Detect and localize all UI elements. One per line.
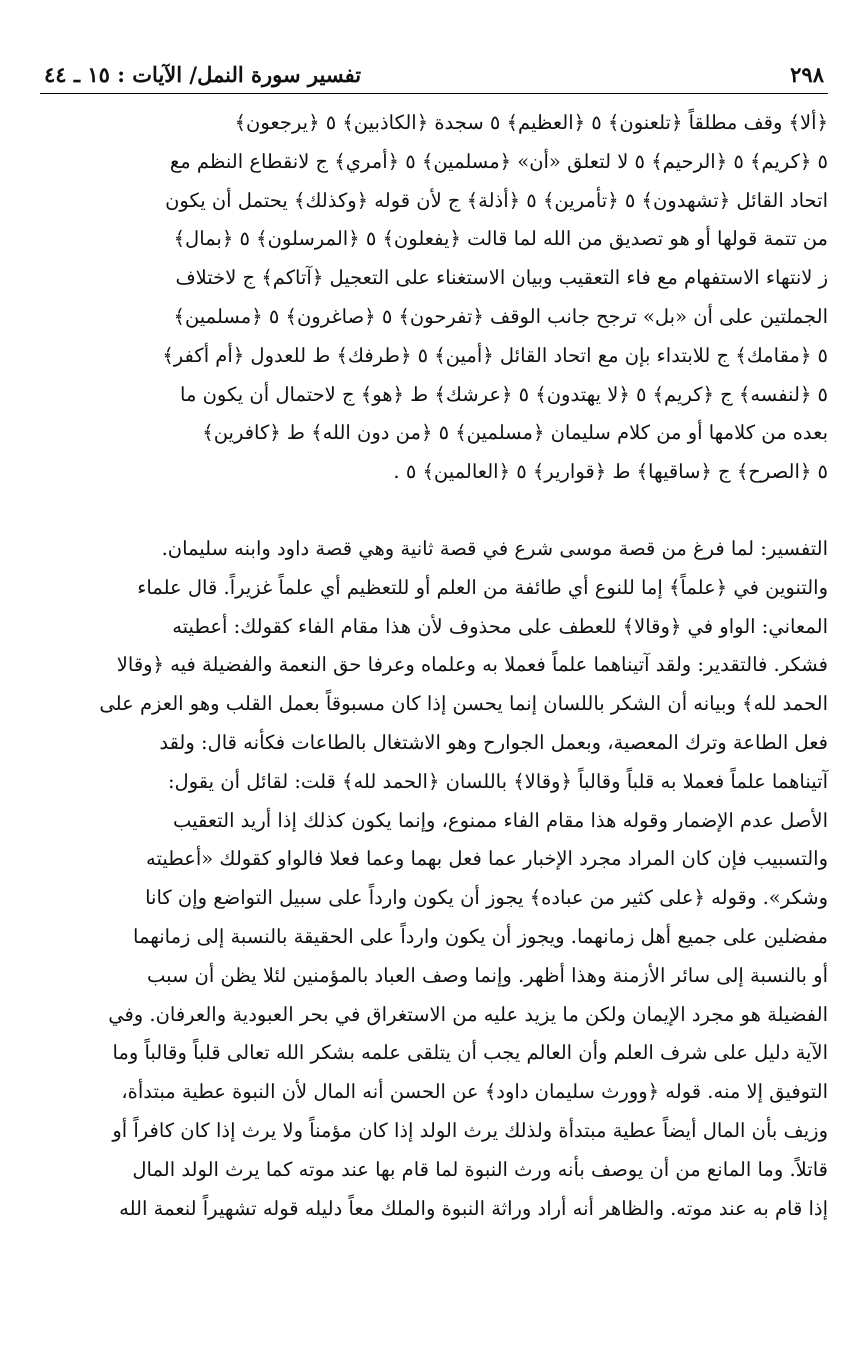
tafsir-line: أو بالنسبة إلى سائر الأزمنة وهذا أظهر. وإنما وصف العباد بالمؤمنين لئلا يظن أن سبب	[146, 963, 828, 987]
tafsir-line: المعاني: الواو في ﴿وقالا﴾ للعطف على محذوف لأن هذا مقام الفاء كقولك: أعطيته	[172, 614, 828, 638]
waqf-line: ٥ ﴿كريم﴾ ٥ ﴿الرحيم﴾ ٥ لا لتعلق «أن» ﴿مسلمين﴾ ٥ ﴿أمري﴾ ج لانقطاع النظم مع	[169, 149, 828, 173]
page-number: ٢٩٨	[790, 62, 824, 87]
tafsir-line: التوفيق إلا منه. قوله ﴿وورث سليمان داود﴾ عن الحسن أنه المال لأن النبوة عطية مبتدأة،	[121, 1080, 828, 1104]
tafsir-line: والتنوين في ﴿علماً﴾ إما للنوع أي طائفة من العلم أو للتعظيم أي علماً غزيراً. قال علماء	[137, 575, 828, 599]
waqf-line: ﴿ألا﴾ وقف مطلقاً ﴿تلعنون﴾ ٥ ﴿العظيم﴾ ٥ سجدة ﴿الكاذبين﴾ ٥ ﴿يرجعون﴾	[234, 111, 828, 134]
tafsir-line: فعل الطاعة وترك المعصية، وبعمل الجوارح وهو الاشتغال بالطاعات فكأنه قال: ولقد	[159, 730, 828, 754]
waqf-line: ز لانتهاء الاستفهام مع فاء التعقيب وبيان الاستغناء على التعجيل ﴿آتاكم﴾ ج لاختلاف	[175, 266, 828, 290]
tafsir-line: الأصل عدم الإضمار وقوله هذا مقام الفاء ممنوع، وإنما يكون كذلك إذا أريد التعقيب	[172, 808, 828, 832]
tafsir-line: الفضيلة هو مجرد الإيمان ولكن ما يزيد عليه من الاستغراق في بحر العبودية والعرفان. وفي	[108, 1002, 828, 1026]
tafsir-line: وشكر». وقوله ﴿على كثير من عباده﴾ يجوز أن يكون وارداً على سبيل التواضع وإن كانا	[145, 886, 828, 910]
waqf-line: اتحاد القائل ﴿تشهدون﴾ ٥ ﴿تأمرين﴾ ٥ ﴿أذلة﴾ ج لأن قوله ﴿وكذلك﴾ يحتمل أن يكون	[165, 188, 828, 212]
waqf-notes	[40, 104, 828, 492]
page-header	[40, 62, 828, 94]
tafsir-body	[40, 530, 828, 1228]
tafsir-line: مفضلين على جميع أهل زمانهما. ويجوز أن يكون وارداً على الحقيقة بالنسبة إلى زمانهما	[133, 924, 828, 948]
running-title: تفسير سورة النمل/ الآيات : ١٥ ـ ٤٤	[44, 62, 362, 87]
waqf-line: من تتمة قولها أو هو تصديق من الله لما قالت ﴿يفعلون﴾ ٥ ﴿المرسلون﴾ ٥ ﴿بمال﴾	[173, 227, 828, 251]
waqf-line: الجملتين على أن «بل» ترجح جانب الوقف ﴿تفرحون﴾ ٥ ﴿صاغرون﴾ ٥ ﴿مسلمين﴾	[173, 304, 828, 328]
tafsir-line: الآية دليل على شرف العلم وأن العالم يجب أن يتلقى علمه بشكر الله تعالى قلباً وقالباً وما	[112, 1041, 828, 1065]
tafsir-line: فشكر. فالتقدير: ولقد آتيناهما علماً فعملا به وعلماه وعرفا حق النعمة والفضيلة فيه ﴿وقالا	[116, 653, 828, 677]
waqf-line: بعده من كلامها أو من كلام سليمان ﴿مسلمين﴾ ٥ ﴿من دون الله﴾ ط ﴿كافرين﴾	[202, 421, 828, 445]
waqf-line: ٥ ﴿لنفسه﴾ ج ﴿كريم﴾ ٥ ﴿لا يهتدون﴾ ٥ ﴿عرشك﴾ ط ﴿هو﴾ ج لاحتمال أن يكون ما	[180, 382, 828, 406]
tafsir-line: قاتلاً. وما المانع من أن يوصف بأنه ورث النبوة لما قام بها عند موته كما يرث الولد المال	[132, 1157, 828, 1181]
waqf-line: ٥ ﴿الصرح﴾ ج ﴿ساقيها﴾ ط ﴿قوارير﴾ ٥ ﴿العالمين﴾ ٥ .	[393, 460, 828, 484]
tafsir-line: وزيف بأن المال أيضاً عطية مبتدأة ولذلك يرث الولد إذا كان مؤمناً ولا يرث إذا كان كافراً أو	[112, 1118, 828, 1142]
tafsir-line: آتيناهما علماً فعملا به قلباً وقالباً ﴿وقالا﴾ باللسان ﴿الحمد لله﴾ قلت: لقائل أن يقول:	[167, 769, 828, 793]
tafsir-line: الحمد لله﴾ وبيانه أن الشكر باللسان إنما يحسن إذا كان مسبوقاً بعمل القلب وهو العزم على	[99, 692, 828, 716]
tafsir-line: إذا قام به عند موته. والظاهر أنه أراد وراثة النبوة والملك معاً دليله قوله تشهيراً لنعمة الله	[119, 1196, 828, 1220]
tafsir-line: والتسبيب فإن كان المراد مجرد الإخبار عما فعل بهما وعما فعلا فالواو كقولك «أعطيته	[145, 847, 828, 871]
waqf-line: ٥ ﴿مقامك﴾ ج للابتداء بإن مع اتحاد القائل ﴿أمين﴾ ٥ ﴿طرفك﴾ ط للعدول ﴿أم أكفر﴾	[162, 343, 828, 367]
tafsir-line: التفسير: لما فرغ من قصة موسى شرع في قصة ثانية وهي قصة داود وابنه سليمان.	[161, 536, 828, 560]
book-page	[40, 62, 828, 1228]
